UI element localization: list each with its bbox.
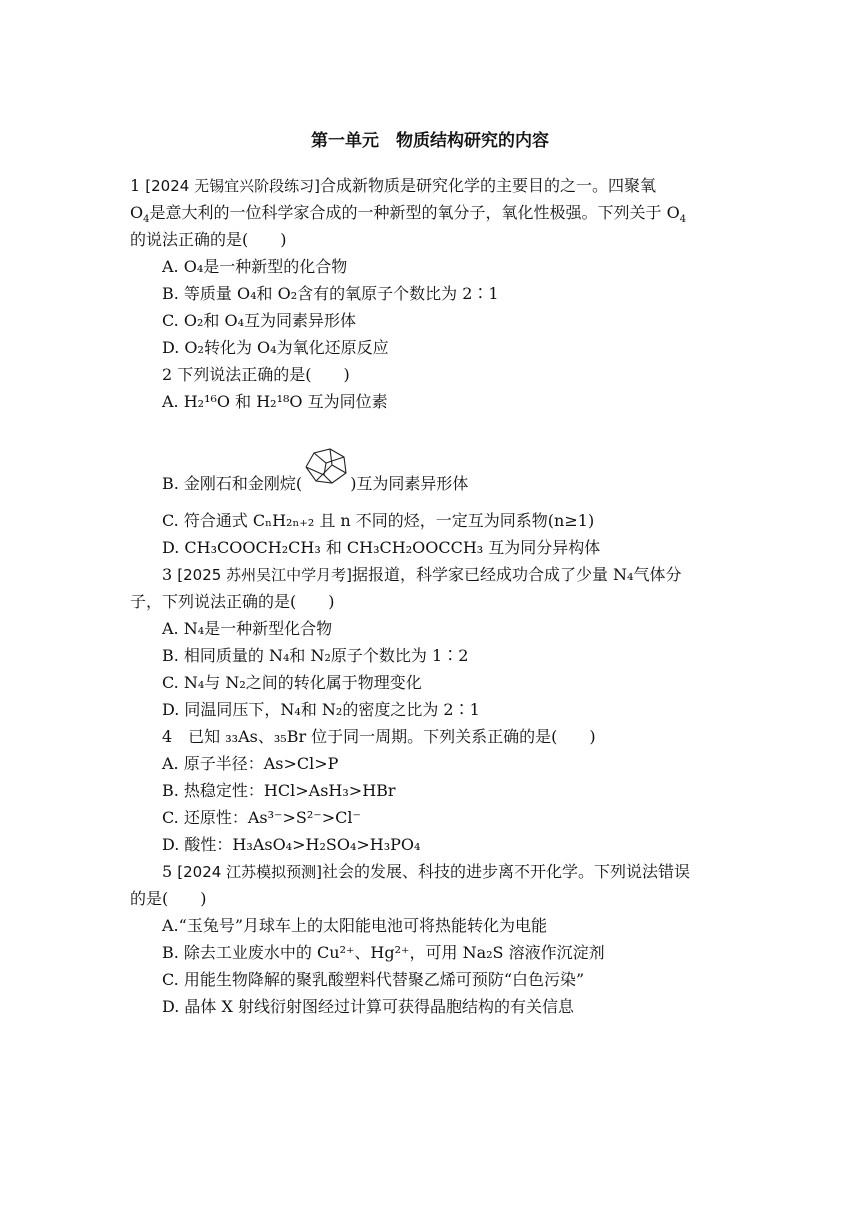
q3-option-d: D. 同温同压下，N₄和 N₂的密度之比为 2∶1 (162, 700, 480, 719)
q3-option-a: A. N₄是一种新型化合物 (162, 619, 333, 638)
q2-option-d: D. CH₃COOCH₂CH₃ 和 CH₃CH₂OOCCH₃ 互为同分异构体 (162, 538, 601, 557)
q4-option-d: D. 酸性：H₃AsO₄>H₂SO₄>H₃PO₄ (162, 835, 421, 854)
q5-number: 5 (162, 862, 173, 881)
q3-source: [2025 苏州吴江中学月考] (177, 566, 352, 584)
q5-option-b: B. 除去工业废水中的 Cu²⁺、Hg²⁺，可用 Na₂S 溶液作沉淀剂 (162, 943, 605, 962)
q4-stem: 4 已知 ₃₃As、₃₅Br 位于同一周期。下列关系正确的是( ) (162, 727, 596, 746)
q1-option-d: D. O₂转化为 O₄为氧化还原反应 (162, 338, 389, 357)
q2-option-a: A. H₂¹⁶O 和 H₂¹⁸O 互为同位素 (162, 392, 388, 411)
q2-option-b: B. 金刚石和金刚烷( )互为同素异形体 (162, 474, 468, 494)
q5-option-a: A.“玉兔号”月球车上的太阳能电池可将热能转化为电能 (162, 916, 548, 935)
q3-stem-line-2: 子，下列说法正确的是( ) (130, 592, 335, 611)
q5-source: [2024 江苏模拟预测] (177, 863, 322, 881)
q2-stem: 2 下列说法正确的是( ) (162, 365, 350, 384)
q3-number: 3 (162, 565, 173, 584)
adamantane-structure-icon (302, 445, 350, 494)
q5-option-c: C. 用能生物降解的聚乳酸塑料代替聚乙烯可预防“白色污染” (162, 970, 585, 989)
q1-stem-line-3: 的说法正确的是( ) (130, 230, 287, 249)
q1-stem-text-1: 合成新物质是研究化学的主要目的之一。四聚氧 (319, 176, 656, 195)
q1-option-a: A. O₄是一种新型的化合物 (162, 257, 348, 276)
q3-stem-line-1: 3 [2025 苏州吴江中学月考]据报道，科学家已经成功合成了少量 N₄气体分 (162, 565, 682, 584)
q4-option-c: C. 还原性：As³⁻>S²⁻>Cl⁻ (162, 808, 361, 827)
q1-number: 1 (130, 176, 141, 195)
q4-option-b: B. 热稳定性：HCl>AsH₃>HBr (162, 781, 396, 800)
q5-stem-line-2: 的是( ) (130, 889, 207, 908)
q5-option-d: D. 晶体 X 射线衍射图经过计算可获得晶胞结构的有关信息 (162, 997, 574, 1016)
q1-option-c: C. O₂和 O₄互为同素异形体 (162, 311, 356, 330)
q3-option-c: C. N₄与 N₂之间的转化属于物理变化 (162, 673, 422, 692)
q5-stem-line-1: 5 [2024 江苏模拟预测]社会的发展、科技的进步离不开化学。下列说法错误 (162, 862, 690, 881)
q1-source: [2024 无锡宜兴阶段练习] (145, 177, 320, 195)
q4-option-a: A. 原子半径：As>Cl>P (162, 754, 339, 773)
q1-option-b: B. 等质量 O₄和 O₂含有的氧原子个数比为 2∶1 (162, 284, 499, 303)
q3-option-b: B. 相同质量的 N₄和 N₂原子个数比为 1∶2 (162, 646, 469, 665)
q2-option-c: C. 符合通式 CₙH₂ₙ₊₂ 且 n 不同的烃，一定互为同系物(n≥1) (162, 511, 595, 530)
page-title: 第一单元 物质结构研究的内容 (311, 131, 549, 151)
q1-stem-line-2: $O_4$是意大利的一位科学家合成的一种新型的氧分子，氧化性极强。下列关于 $O_4$ (130, 203, 687, 226)
q1-stem-line-1 (130, 176, 656, 196)
